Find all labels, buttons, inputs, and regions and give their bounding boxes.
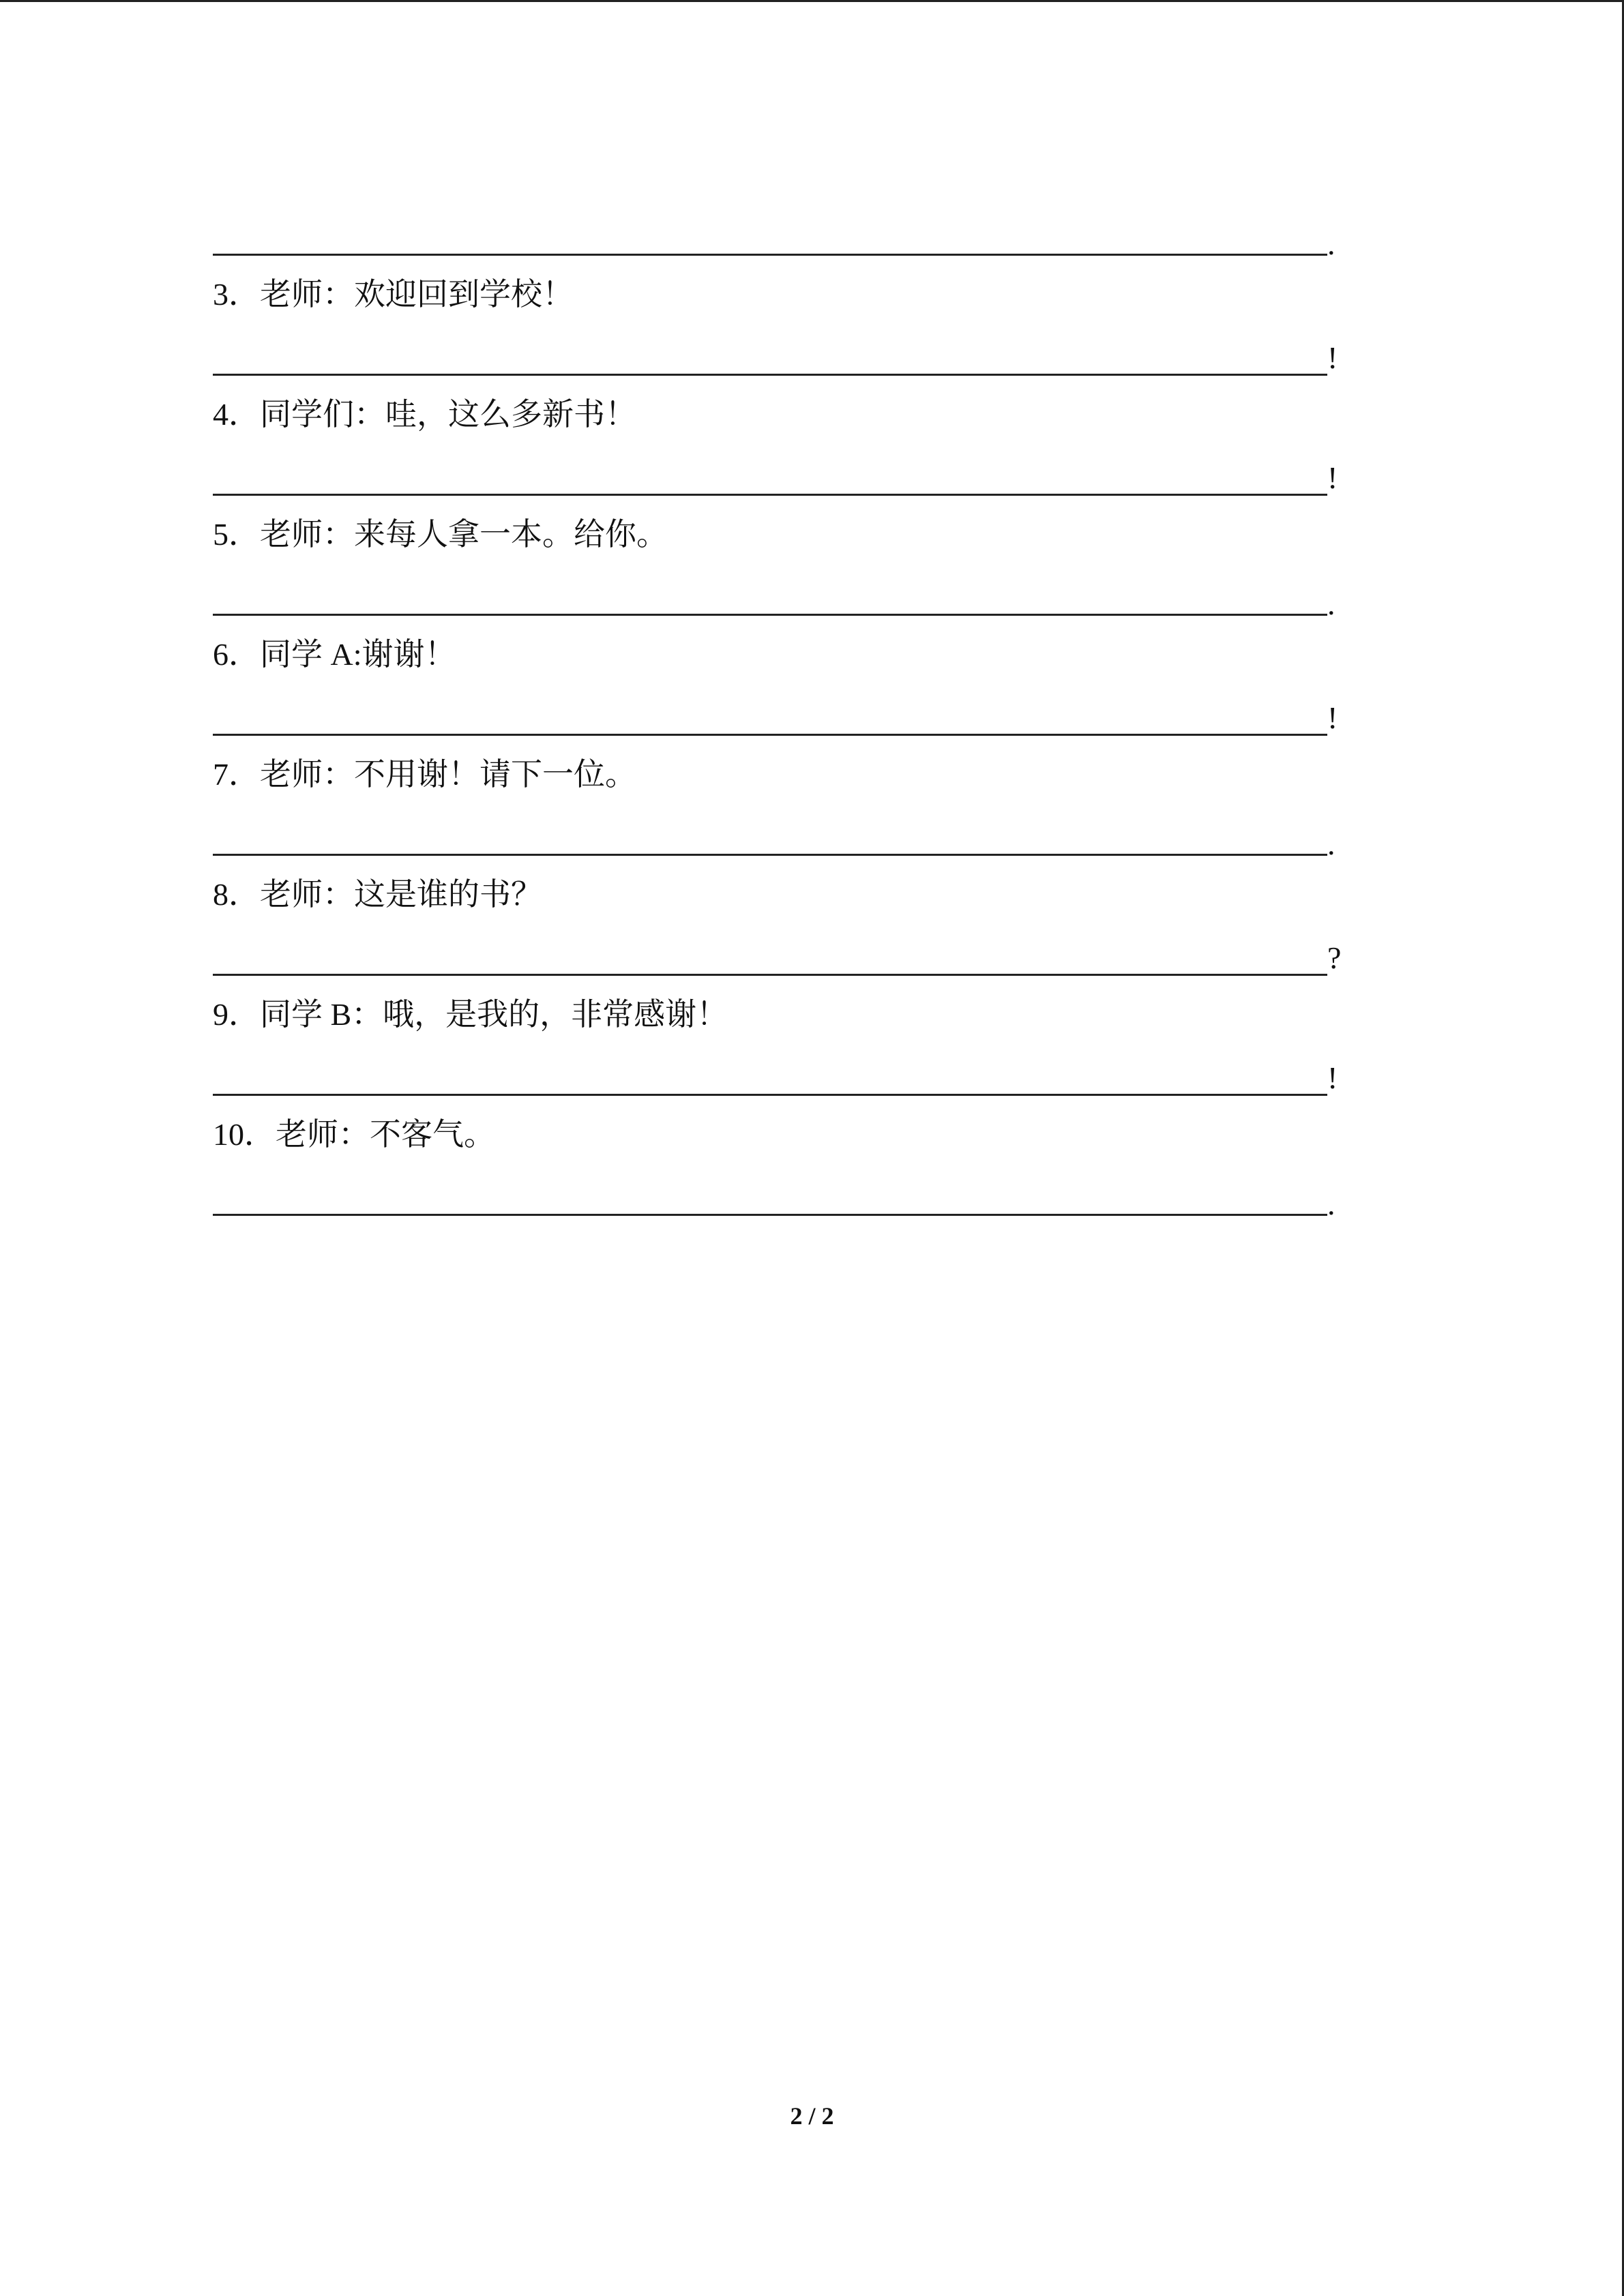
line-end-mark: ! xyxy=(1327,700,1338,735)
answer-line[interactable] xyxy=(213,614,1327,616)
line-end-mark: ! xyxy=(1327,340,1338,375)
line-end-mark: . xyxy=(1327,1187,1335,1221)
line-end-mark: . xyxy=(1327,586,1335,621)
question-prompt: 10．老师：不客气。 xyxy=(213,1117,495,1152)
answer-line[interactable] xyxy=(213,254,1327,256)
line-end-mark: . xyxy=(1327,826,1335,861)
line-end-mark: . xyxy=(1327,226,1335,261)
page-number: 2 / 2 xyxy=(790,2102,834,2130)
question-prompt: 3．老师：欢迎回到学校！ xyxy=(213,277,574,312)
question-prompt: 6．同学 A:谢谢！ xyxy=(213,637,456,672)
question-prompt: 9．同学 B：哦，是我的，非常感谢！ xyxy=(213,997,728,1032)
question-prompt: 4．同学们：哇，这么多新书！ xyxy=(213,397,636,432)
answer-line[interactable] xyxy=(213,854,1327,856)
question-prompt: 5．老师：来每人拿一本。给你。 xyxy=(213,517,668,552)
answer-line[interactable] xyxy=(213,1094,1327,1096)
question-prompt: 7．老师：不用谢！请下一位。 xyxy=(213,757,636,792)
answer-line[interactable] xyxy=(213,374,1327,376)
answer-line[interactable] xyxy=(213,494,1327,496)
line-end-mark: ! xyxy=(1327,460,1338,495)
question-prompt: 8．老师：这是谁的书？ xyxy=(213,877,542,912)
line-end-mark: ? xyxy=(1327,940,1342,975)
answer-line[interactable] xyxy=(213,1214,1327,1216)
page-border-top xyxy=(0,0,1624,2)
answer-line[interactable] xyxy=(213,734,1327,736)
answer-line[interactable] xyxy=(213,974,1327,976)
line-end-mark: ! xyxy=(1327,1060,1338,1095)
